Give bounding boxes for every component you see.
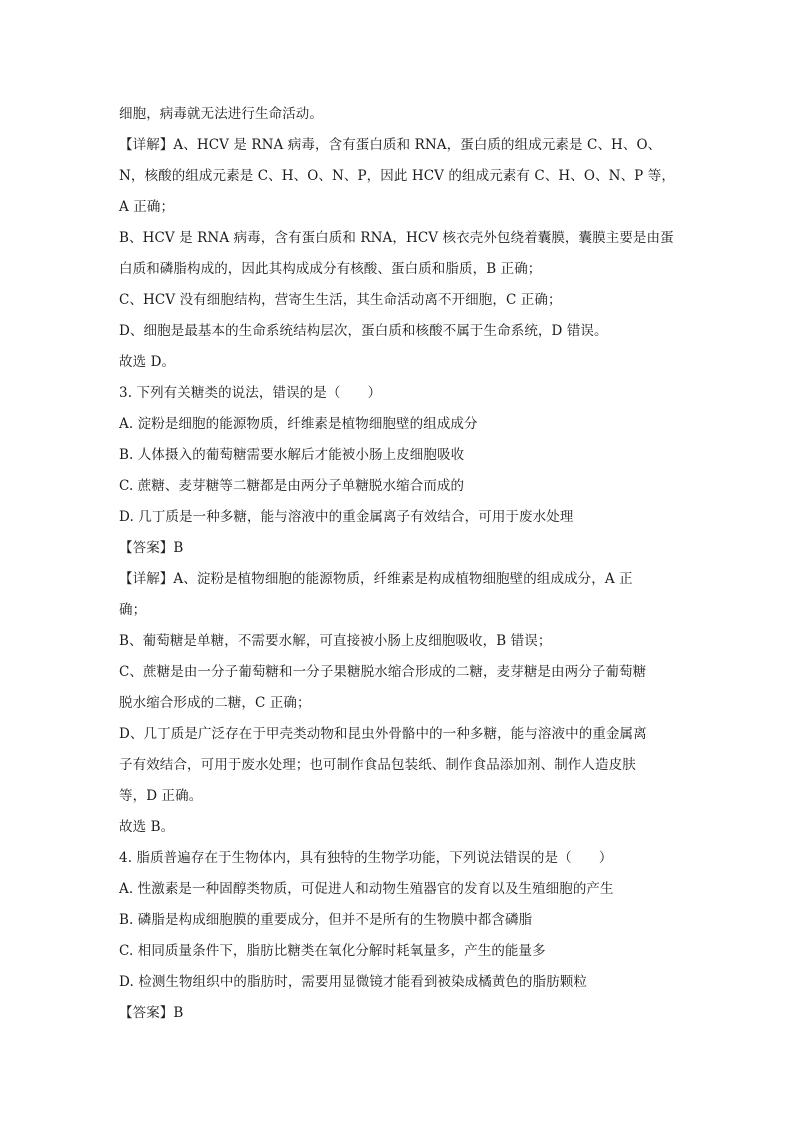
- text-line: C、蔗糖是由一分子葡萄糖和一分子果糖脱水缩合形成的二糖，麦芽糖是由两分子葡萄糖: [119, 664, 647, 680]
- text-line: 等，D 正确。: [119, 788, 203, 804]
- question-4-option-a: A. 性激素是一种固醇类物质，可促进人和动物生殖器官的发育以及生殖细胞的产生: [119, 881, 614, 897]
- text-line: 白质和磷脂构成的，因此其构成成分有核酸、蛋白质和脂质，B 正确；: [119, 261, 542, 277]
- text-line: A 正确；: [119, 199, 175, 215]
- text-line: D、细胞是最基本的生命系统结构层次，蛋白质和核酸不属于生命系统，D 错误。: [119, 323, 608, 339]
- question-3-option-a: A. 淀粉是细胞的能源物质，纤维素是植物细胞壁的组成成分: [119, 416, 478, 432]
- question-4-option-c: C. 相同质量条件下，脂肪比糖类在氧化分解时耗氧量多，产生的能量多: [119, 943, 546, 959]
- text-line: 脱水缩合形成的二糖，C 正确；: [119, 695, 311, 711]
- text-line: 细胞，病毒就无法进行生命活动。: [119, 106, 323, 122]
- text-line: 确；: [119, 602, 147, 618]
- explanation-line: 【详解】A、HCV 是 RNA 病毒，含有蛋白质和 RNA，蛋白质的组成元素是 C、H、O、: [119, 137, 662, 153]
- text-line: D、几丁质是广泛存在于甲壳类动物和昆虫外骨骼中的一种多糖，能与溶液中的重金属离: [119, 726, 647, 742]
- text-line: B、HCV 是 RNA 病毒，含有蛋白质和 RNA，HCV 核衣壳外包绕着囊膜，囊膜主要是由蛋: [119, 230, 674, 246]
- text-line: B、葡萄糖是单糖，不需要水解，可直接被小肠上皮细胞吸收，B 错误；: [119, 633, 552, 649]
- document-body: [119, 99, 679, 1029]
- question-3-answer: 【答案】B: [119, 540, 184, 556]
- question-3-option-b: B. 人体摄入的葡萄糖需要水解后才能被小肠上皮细胞吸收: [119, 447, 465, 463]
- text-line: N，核酸的组成元素是 C、H、O、N、P，因此 HCV 的组成元素有 C、H、O、N、P 等，: [119, 168, 675, 184]
- text-line: C、HCV 没有细胞结构，营寄生生活，其生命活动离不开细胞，C 正确；: [119, 292, 562, 308]
- question-4-answer: 【答案】B: [119, 1005, 184, 1021]
- question-4-stem: 4. 脂质普遍存在于生物体内，具有独特的生物学功能，下列说法错误的是（ ）: [119, 850, 613, 866]
- question-4-option-d: D. 检测生物组织中的脂肪时，需要用显微镜才能看到被染成橘黄色的脂肪颗粒: [119, 974, 588, 990]
- question-3-option-d: D. 几丁质是一种多糖，能与溶液中的重金属离子有效结合，可用于废水处理: [119, 509, 574, 525]
- question-3-stem: 3. 下列有关糖类的说法，错误的是（ ）: [119, 385, 382, 401]
- conclusion-line: 故选 D。: [119, 354, 176, 370]
- question-3-option-c: C. 蔗糖、麦芽糖等二糖都是由两分子单糖脱水缩合而成的: [119, 478, 465, 494]
- explanation-line: 【详解】A、淀粉是植物细胞的能源物质，纤维素是构成植物细胞壁的组成成分，A 正: [119, 571, 633, 587]
- question-4-option-b: B. 磷脂是构成细胞膜的重要成分，但并不是所有的生物膜中都含磷脂: [119, 912, 533, 928]
- text-line: 子有效结合，可用于废水处理；也可制作食品包装纸、制作食品添加剂、制作人造皮肤: [119, 757, 636, 773]
- conclusion-line: 故选 B。: [119, 819, 175, 835]
